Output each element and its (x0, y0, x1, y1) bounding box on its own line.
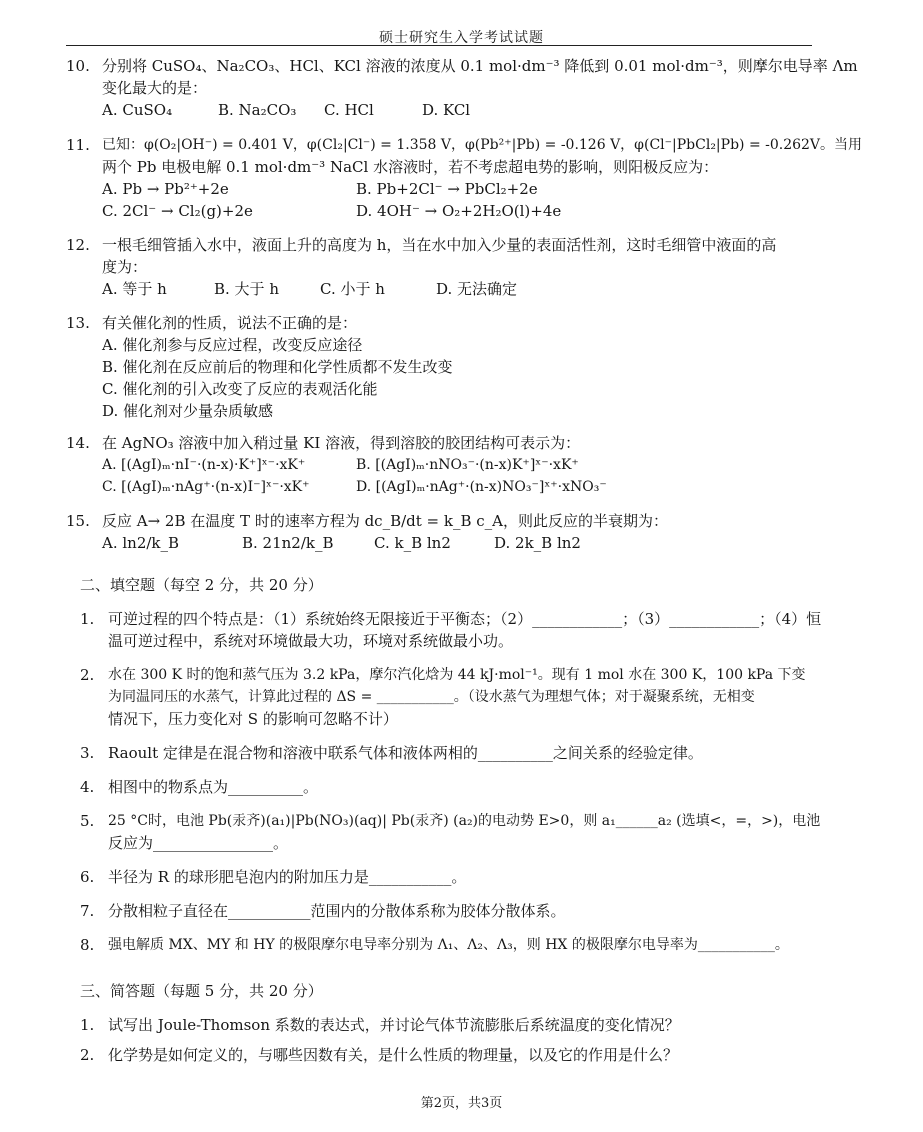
page-footer: 第2页，共3页 (420, 1096, 503, 1111)
section-short-answer-title: 三、简答题（每题 5 分，共 20 分） (80, 982, 323, 1000)
question-text: 反应为________________。 (108, 834, 289, 852)
question-text: 变化最大的是： (102, 79, 208, 97)
option-d: D. 2k_B ln2 (494, 534, 581, 552)
option-c: C. 小于 h (320, 280, 385, 298)
question-text: 一根毛细管插入水中，液面上升的高度为 h，当在水中加入少量的表面活性剂，这时毛细管中液面的高 (102, 236, 777, 254)
question-text: 可逆过程的四个特点是：（1）系统始终无限接近于平衡态；（2）____________；（3）____________；（4）恒 (108, 610, 822, 628)
option-d: D. 无法确定 (436, 280, 518, 298)
option-c: C. 催化剂的引入改变了反应的表观活化能 (102, 380, 378, 398)
question-number: 6. (80, 868, 95, 886)
option-c: C. 2Cl⁻ → Cl₂(g)+2e (102, 202, 253, 220)
question-number: 3. (80, 744, 95, 762)
question-11 (66, 134, 863, 222)
fill-question-3 (66, 742, 826, 764)
short-question-2 (66, 1044, 826, 1066)
page-header-title: 硕士研究生入学考试试题 (379, 30, 544, 46)
question-number: 1. (80, 610, 95, 628)
question-15 (66, 510, 826, 554)
option-b: B. [(AgI)ₘ·nNO₃⁻·(n-x)K⁺]ˣ⁻·xK⁺ (356, 457, 579, 473)
question-number: 14. (66, 434, 90, 452)
question-text: 试写出 Joule-Thomson 系数的表达式，并讨论气体节流膨胀后系统温度的变化情况？ (108, 1016, 680, 1034)
option-a: A. Pb → Pb²⁺+2e (102, 180, 229, 198)
short-question-1 (66, 1014, 826, 1036)
option-c: C. [(AgI)ₘ·nAg⁺·(n-x)I⁻]ˣ⁻·xK⁺ (102, 479, 310, 495)
option-a: A. 等于 h (102, 280, 167, 298)
option-d: D. KCl (422, 101, 471, 119)
question-number: 2. (80, 666, 95, 684)
question-13 (66, 312, 826, 422)
question-text: 情况下，压力变化对 S 的影响可忽略不计） (108, 710, 398, 728)
option-a: A. ln2/k_B (102, 534, 180, 552)
question-number: 1. (80, 1016, 95, 1034)
question-text: 相图中的物系点为__________。 (108, 778, 319, 796)
question-number: 10. (66, 57, 90, 75)
fill-question-4 (66, 776, 826, 798)
option-d: D. [(AgI)ₘ·nAg⁺·(n-x)NO₃⁻]ˣ⁺·xNO₃⁻ (356, 479, 607, 495)
question-text: 度为： (102, 258, 148, 276)
question-text: 反应 A→ 2B 在温度 T 时的速率方程为 dc_B/dt = k_B c_A，则此反应的半衰期为： (102, 512, 669, 530)
option-b: B. 催化剂在反应前后的物理和化学性质都不发生改变 (102, 358, 453, 376)
question-number: 4. (80, 778, 95, 796)
question-number: 12. (66, 236, 90, 254)
question-text: 温可逆过程中，系统对环境做最大功，环境对系统做最小功。 (108, 632, 514, 650)
question-number: 13. (66, 314, 90, 332)
question-14 (66, 432, 826, 498)
question-text: Raoult 定律是在混合物和溶液中联系气体和液体两相的__________之间关系的经验定律。 (108, 744, 703, 762)
option-b: B. 21n2/k_B (242, 534, 334, 552)
option-a: A. [(AgI)ₘ·nI⁻·(n-x)·K⁺]ˣ⁻·xK⁺ (102, 457, 306, 473)
question-text: 已知：φ(O₂|OH⁻) = 0.401 V，φ(Cl₂|Cl⁻) = 1.358 V，φ(Pb²⁺|Pb) = -0.126 V，φ(Cl⁻|PbCl₂|Pb) = -0.262V。当用 (102, 137, 863, 153)
option-d: D. 催化剂对少量杂质敏感 (102, 402, 274, 420)
option-a: A. CuSO₄ (102, 101, 173, 119)
question-number: 11. (66, 136, 90, 154)
question-number: 2. (80, 1046, 95, 1064)
question-text: 两个 Pb 电极电解 0.1 mol·dm⁻³ NaCl 水溶液时，若不考虑超电势的影响，则阳极反应为： (102, 158, 719, 176)
option-a: A. 催化剂参与反应过程，改变反应途径 (102, 336, 363, 354)
question-text: 为同温同压的水蒸气，计算此过程的 ΔS = ___________。（设水蒸气为理想气体；对于凝聚系统，无相变 (108, 689, 755, 705)
option-b: B. 大于 h (214, 280, 279, 298)
question-text: 分别将 CuSO₄、Na₂CO₃、HCl、KCl 溶液的浓度从 0.1 mol·dm⁻³ 降低到 0.01 mol·dm⁻³，则摩尔电导率 Λm (102, 57, 858, 75)
question-text: 25 °C时，电池 Pb(汞齐)(a₁)|Pb(NO₃)(aq)| Pb(汞齐) (a₂)的电动势 E>0，则 a₁______a₂ (选填<，=，>)，电池 (108, 813, 821, 829)
fill-question-2 (66, 664, 826, 730)
fill-question-5 (66, 810, 826, 854)
fill-question-1 (66, 608, 826, 652)
fill-question-8 (66, 934, 826, 956)
option-c: C. HCl (324, 101, 374, 119)
question-text: 水在 300 K 时的饱和蒸气压为 3.2 kPa，摩尔汽化焓为 44 kJ·mol⁻¹。现有 1 mol 水在 300 K，100 kPa 下变 (108, 667, 806, 683)
question-text: 半径为 R 的球形肥皂泡内的附加压力是___________。 (108, 868, 467, 886)
fill-question-7 (66, 900, 826, 922)
question-number: 8. (80, 936, 95, 954)
question-10 (66, 55, 858, 121)
question-number: 5. (80, 812, 95, 830)
section-fill-in-title: 二、填空题（每空 2 分，共 20 分） (80, 576, 323, 594)
header-rule (66, 45, 812, 46)
question-12 (66, 234, 826, 300)
option-c: C. k_B ln2 (374, 534, 451, 552)
question-number: 15. (66, 512, 90, 530)
question-number: 7. (80, 902, 95, 920)
option-d: D. 4OH⁻ → O₂+2H₂O(l)+4e (356, 202, 562, 220)
fill-question-6 (66, 866, 826, 888)
option-b: B. Pb+2Cl⁻ → PbCl₂+2e (356, 180, 538, 198)
option-b: B. Na₂CO₃ (218, 101, 297, 119)
question-text: 有关催化剂的性质，说法不正确的是： (102, 314, 358, 332)
question-text: 在 AgNO₃ 溶液中加入稍过量 KI 溶液，得到溶胶的胶团结构可表示为： (102, 434, 581, 452)
question-text: 分散相粒子直径在___________范围内的分散体系称为胶体分散体系。 (108, 902, 566, 920)
question-text: 强电解质 MX、MY 和 HY 的极限摩尔电导率分别为 Λ₁、Λ₂、Λ₃，则 HX 的极限摩尔电导率为___________。 (108, 937, 789, 953)
question-text: 化学势是如何定义的，与哪些因数有关，是什么性质的物理量，以及它的作用是什么？ (108, 1046, 679, 1064)
